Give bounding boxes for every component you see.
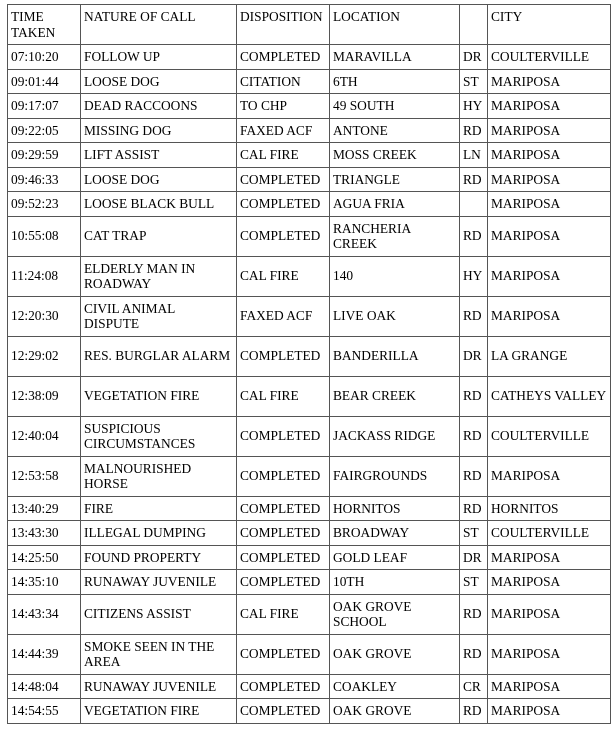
cell-city: CATHEYS VALLEY xyxy=(488,376,611,416)
cell-city: MARIPOSA xyxy=(488,570,611,595)
table-row xyxy=(8,296,611,336)
cell-location: BANDERILLA xyxy=(330,336,460,376)
cell-time-taken: 14:54:55 xyxy=(8,699,81,724)
table-row xyxy=(8,143,611,168)
cell-street-suffix: RD xyxy=(460,376,488,416)
cell-nature-of-call: DEAD RACCOONS xyxy=(81,94,237,119)
cell-city: COULTERVILLE xyxy=(488,521,611,546)
cell-disposition: COMPLETED xyxy=(237,699,330,724)
cell-nature-of-call: RES. BURGLAR ALARM xyxy=(81,336,237,376)
table-row xyxy=(8,496,611,521)
cell-nature-of-call: VEGETATION FIRE xyxy=(81,699,237,724)
cell-nature-of-call: SMOKE SEEN IN THE AREA xyxy=(81,634,237,674)
cell-location: BEAR CREEK xyxy=(330,376,460,416)
cell-disposition: COMPLETED xyxy=(237,634,330,674)
cell-city: MARIPOSA xyxy=(488,296,611,336)
table-row xyxy=(8,256,611,296)
cell-time-taken: 14:25:50 xyxy=(8,545,81,570)
cell-nature-of-call: CITIZENS ASSIST xyxy=(81,594,237,634)
cell-street-suffix: DR xyxy=(460,545,488,570)
table-row xyxy=(8,118,611,143)
cell-street-suffix: RD xyxy=(460,594,488,634)
cell-city: MARIPOSA xyxy=(488,256,611,296)
cell-disposition: COMPLETED xyxy=(237,496,330,521)
table-row xyxy=(8,416,611,456)
cell-time-taken: 09:17:07 xyxy=(8,94,81,119)
cell-street-suffix: ST xyxy=(460,69,488,94)
cell-time-taken: 10:55:08 xyxy=(8,216,81,256)
table-row xyxy=(8,167,611,192)
cell-time-taken: 12:29:02 xyxy=(8,336,81,376)
cell-street-suffix: RD xyxy=(460,416,488,456)
cell-nature-of-call: LOOSE BLACK BULL xyxy=(81,192,237,217)
header-nature-of-call: NATURE OF CALL xyxy=(81,5,237,45)
table-row xyxy=(8,216,611,256)
cell-disposition: FAXED ACF xyxy=(237,296,330,336)
cell-nature-of-call: ELDERLY MAN IN ROADWAY xyxy=(81,256,237,296)
cell-location: 49 SOUTH xyxy=(330,94,460,119)
cell-nature-of-call: CAT TRAP xyxy=(81,216,237,256)
cell-city: MARIPOSA xyxy=(488,456,611,496)
cell-location: MOSS CREEK xyxy=(330,143,460,168)
table-row xyxy=(8,336,611,376)
header-time-taken: TIME TAKEN xyxy=(8,5,81,45)
cell-location: FAIRGROUNDS xyxy=(330,456,460,496)
cell-disposition: COMPLETED xyxy=(237,416,330,456)
cell-street-suffix: HY xyxy=(460,94,488,119)
cell-location: LIVE OAK xyxy=(330,296,460,336)
cell-city: MARIPOSA xyxy=(488,143,611,168)
cell-street-suffix xyxy=(460,192,488,217)
table-row xyxy=(8,545,611,570)
table-row xyxy=(8,69,611,94)
cell-street-suffix: RD xyxy=(460,699,488,724)
cell-disposition: CAL FIRE xyxy=(237,143,330,168)
cell-city: MARIPOSA xyxy=(488,674,611,699)
cell-nature-of-call: FIRE xyxy=(81,496,237,521)
cell-location: TRIANGLE xyxy=(330,167,460,192)
cell-disposition: COMPLETED xyxy=(237,192,330,217)
cell-street-suffix: ST xyxy=(460,570,488,595)
cell-time-taken: 07:10:20 xyxy=(8,45,81,70)
cell-nature-of-call: LOOSE DOG xyxy=(81,167,237,192)
table-row xyxy=(8,192,611,217)
cell-location: GOLD LEAF xyxy=(330,545,460,570)
cell-disposition: CAL FIRE xyxy=(237,376,330,416)
cell-time-taken: 14:48:04 xyxy=(8,674,81,699)
table-row xyxy=(8,45,611,70)
cell-time-taken: 14:44:39 xyxy=(8,634,81,674)
cell-disposition: COMPLETED xyxy=(237,674,330,699)
cell-street-suffix: RD xyxy=(460,296,488,336)
table-row xyxy=(8,699,611,724)
cell-location: OAK GROVE xyxy=(330,634,460,674)
cell-city: HORNITOS xyxy=(488,496,611,521)
cell-nature-of-call: FOUND PROPERTY xyxy=(81,545,237,570)
cell-city: MARIPOSA xyxy=(488,192,611,217)
cell-time-taken: 11:24:08 xyxy=(8,256,81,296)
table-row xyxy=(8,594,611,634)
cell-location: OAK GROVE SCHOOL xyxy=(330,594,460,634)
cell-time-taken: 12:40:04 xyxy=(8,416,81,456)
cell-disposition: FAXED ACF xyxy=(237,118,330,143)
cell-city: MARIPOSA xyxy=(488,118,611,143)
header-disposition: DISPOSITION xyxy=(237,5,330,45)
cell-time-taken: 14:35:10 xyxy=(8,570,81,595)
cell-city: COULTERVILLE xyxy=(488,45,611,70)
cell-disposition: COMPLETED xyxy=(237,545,330,570)
cell-city: LA GRANGE xyxy=(488,336,611,376)
cell-time-taken: 12:20:30 xyxy=(8,296,81,336)
cell-nature-of-call: LOOSE DOG xyxy=(81,69,237,94)
cell-city: MARIPOSA xyxy=(488,594,611,634)
cell-city: MARIPOSA xyxy=(488,216,611,256)
cell-time-taken: 14:43:34 xyxy=(8,594,81,634)
cell-disposition: COMPLETED xyxy=(237,216,330,256)
cell-nature-of-call: RUNAWAY JUVENILE xyxy=(81,570,237,595)
cell-location: RANCHERIA CREEK xyxy=(330,216,460,256)
cell-nature-of-call: SUSPICIOUS CIRCUMSTANCES xyxy=(81,416,237,456)
cell-city: MARIPOSA xyxy=(488,167,611,192)
cell-location: 10TH xyxy=(330,570,460,595)
cell-location: MARAVILLA xyxy=(330,45,460,70)
cell-location: AGUA FRIA xyxy=(330,192,460,217)
cell-time-taken: 09:46:33 xyxy=(8,167,81,192)
header-city: CITY xyxy=(488,5,611,45)
cell-disposition: CAL FIRE xyxy=(237,256,330,296)
cell-disposition: COMPLETED xyxy=(237,456,330,496)
call-log-rows xyxy=(8,45,611,724)
table-row xyxy=(8,376,611,416)
cell-street-suffix: LN xyxy=(460,143,488,168)
cell-disposition: COMPLETED xyxy=(237,167,330,192)
cell-nature-of-call: MALNOURISHED HORSE xyxy=(81,456,237,496)
cell-disposition: COMPLETED xyxy=(237,570,330,595)
cell-disposition: COMPLETED xyxy=(237,336,330,376)
cell-nature-of-call: LIFT ASSIST xyxy=(81,143,237,168)
cell-city: COULTERVILLE xyxy=(488,416,611,456)
cell-street-suffix: CR xyxy=(460,674,488,699)
header-row xyxy=(8,5,611,45)
cell-disposition: CAL FIRE xyxy=(237,594,330,634)
cell-location: COAKLEY xyxy=(330,674,460,699)
table-row xyxy=(8,456,611,496)
cell-street-suffix: DR xyxy=(460,336,488,376)
cell-disposition: CITATION xyxy=(237,69,330,94)
cell-location: HORNITOS xyxy=(330,496,460,521)
cell-nature-of-call: VEGETATION FIRE xyxy=(81,376,237,416)
cell-time-taken: 09:01:44 xyxy=(8,69,81,94)
cell-time-taken: 12:38:09 xyxy=(8,376,81,416)
cell-time-taken: 13:40:29 xyxy=(8,496,81,521)
cell-location: OAK GROVE xyxy=(330,699,460,724)
cell-nature-of-call: ILLEGAL DUMPING xyxy=(81,521,237,546)
cell-location: JACKASS RIDGE xyxy=(330,416,460,456)
cell-location: ANTONE xyxy=(330,118,460,143)
cell-disposition: COMPLETED xyxy=(237,521,330,546)
cell-city: MARIPOSA xyxy=(488,69,611,94)
cell-city: MARIPOSA xyxy=(488,545,611,570)
header-street-suffix xyxy=(460,5,488,45)
cell-nature-of-call: MISSING DOG xyxy=(81,118,237,143)
cell-street-suffix: RD xyxy=(460,496,488,521)
cell-location: BROADWAY xyxy=(330,521,460,546)
cell-street-suffix: HY xyxy=(460,256,488,296)
table-row xyxy=(8,674,611,699)
table-row xyxy=(8,570,611,595)
cell-street-suffix: RD xyxy=(460,216,488,256)
cell-location: 140 xyxy=(330,256,460,296)
table-row xyxy=(8,634,611,674)
cell-time-taken: 12:53:58 xyxy=(8,456,81,496)
cell-nature-of-call: CIVIL ANIMAL DISPUTE xyxy=(81,296,237,336)
cell-time-taken: 09:29:59 xyxy=(8,143,81,168)
table-row xyxy=(8,94,611,119)
table-row xyxy=(8,521,611,546)
cell-time-taken: 13:43:30 xyxy=(8,521,81,546)
cell-street-suffix: ST xyxy=(460,521,488,546)
cell-disposition: TO CHP xyxy=(237,94,330,119)
cell-time-taken: 09:52:23 xyxy=(8,192,81,217)
cell-nature-of-call: FOLLOW UP xyxy=(81,45,237,70)
header-location: LOCATION xyxy=(330,5,460,45)
cell-street-suffix: RD xyxy=(460,118,488,143)
cell-time-taken: 09:22:05 xyxy=(8,118,81,143)
cell-location: 6TH xyxy=(330,69,460,94)
cell-city: MARIPOSA xyxy=(488,699,611,724)
cell-street-suffix: RD xyxy=(460,456,488,496)
cell-disposition: COMPLETED xyxy=(237,45,330,70)
cell-city: MARIPOSA xyxy=(488,634,611,674)
call-log-table xyxy=(7,4,611,724)
cell-city: MARIPOSA xyxy=(488,94,611,119)
cell-street-suffix: RD xyxy=(460,167,488,192)
cell-street-suffix: DR xyxy=(460,45,488,70)
cell-nature-of-call: RUNAWAY JUVENILE xyxy=(81,674,237,699)
cell-street-suffix: RD xyxy=(460,634,488,674)
